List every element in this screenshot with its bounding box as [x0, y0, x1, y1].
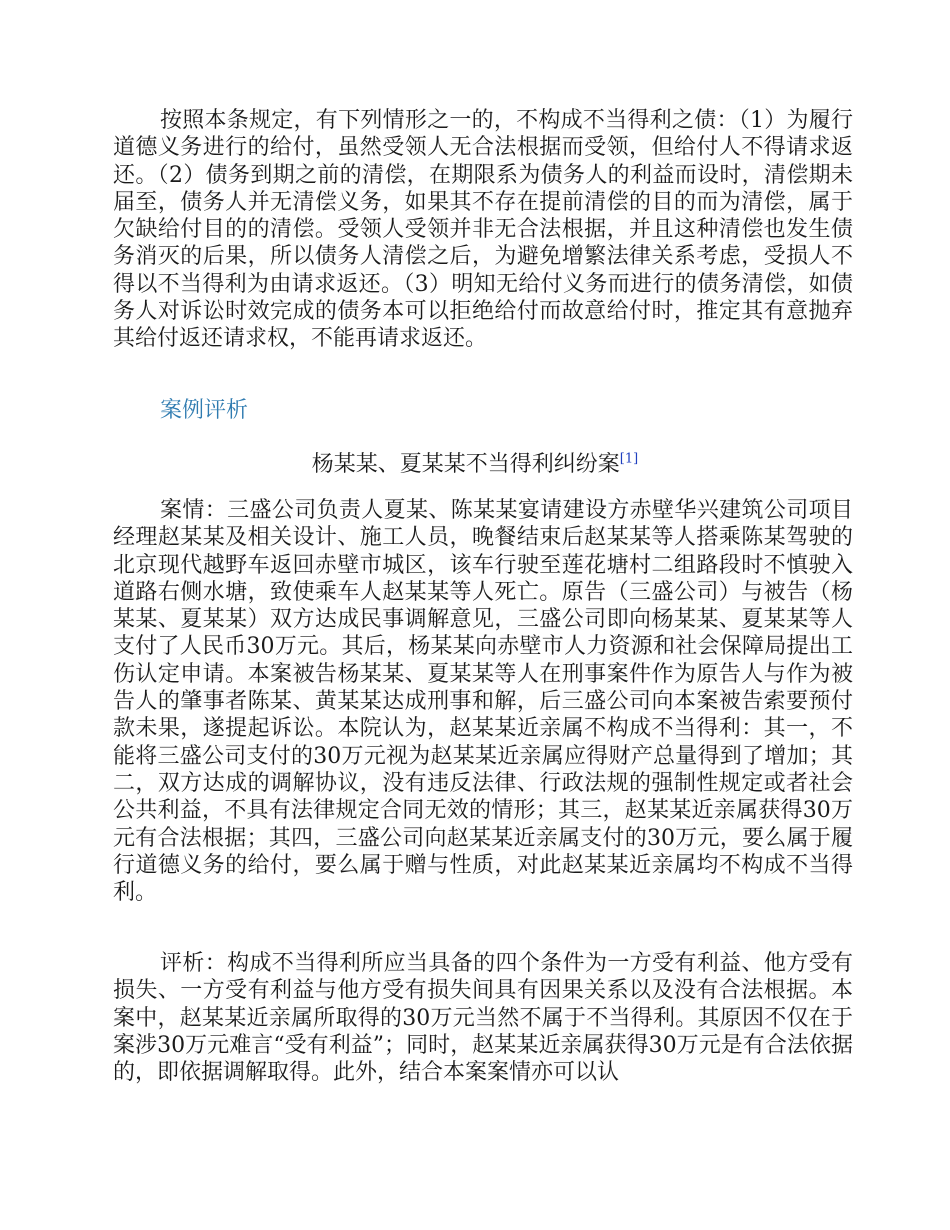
- case-title: [0, 451, 950, 478]
- paragraph-analysis: 评析：构成不当得利所应当具备的四个条件为一方受有利益、他方受有损失、一方受有利益与他方受有损失间具有因果关系以及没有合法根据。本案中，赵某某近亲属所取得的30万元当然不属于不当得利。其原因不仅在于案涉30万元难言“受有利益”；同时，赵某某近亲属获得30万元是有合法依据的，即依据调解取得。此外，结合本案案情亦可以认: [113, 951, 853, 1086]
- section-heading-case-analysis: 案例评析: [160, 398, 249, 423]
- case-title-text: 杨某某、夏某某不当得利纠纷案: [311, 452, 620, 477]
- paragraph-case-facts: 案情：三盛公司负责人夏某、陈某某宴请建设方赤壁华兴建筑公司项目经理赵某某及相关设计、施工人员，晚餐结束后赵某某等人搭乘陈某驾驶的北京现代越野车返回赤壁市城区，该车行驶至莲花塘村二组路段时不慎驶入道路右侧水塘，致使乘车人赵某某等人死亡。原告（三盛公司）与被告（杨某某、夏某某）双方达成民事调解意见，三盛公司即向杨某某、夏某某等人支付了人民币30万元。其后，杨某某向赤壁市人力资源和社会保障局提出工伤认定申请。本案被告杨某某、夏某某等人在刑事案件作为原告人与作为被告人的肇事者陈某、黄某某达成刑事和解，后三盛公司向本案被告索要预付款未果，遂提起诉讼。本院认为，赵某某近亲属不构成不当得利：其一，不能将三盛公司支付的30万元视为赵某某近亲属应得财产总量得到了增加；其二，双方达成的调解协议，没有违反法律、行政法规的强制性规定或者社会公共利益，不具有法律规定合同无效的情形；其三，赵某某近亲属获得30万元有合法根据；其四，三盛公司向赵某某近亲属支付的30万元，要么属于履行道德义务的给付，要么属于赠与性质，对此赵某某近亲属均不构成不当得利。: [113, 498, 853, 906]
- paragraph-exceptions: 按照本条规定，有下列情形之一的，不构成不当得利之债：（1）为履行道德义务进行的给付，虽然受领人无合法根据而受领，但给付人不得请求返还。（2）债务到期之前的清偿，在期限系为债务人的利益而设时，清偿期未届至，债务人并无清偿义务，如果其不存在提前清偿的目的而为清偿，属于欠缺给付目的的清偿。受领人受领并非无合法根据，并且这种清偿也发生债务消灭的后果，所以债务人清偿之后，为避免增繁法律关系考虑，受损人不得以不当得利为由请求返还。（3）明知无给付义务而进行的债务清偿，如债务人对诉讼时效完成的债务本可以拒绝给付而故意给付时，推定其有意抛弃其给付返还请求权，不能再请求返还。: [113, 108, 853, 352]
- footnote-reference-link[interactable]: [1]: [619, 451, 639, 467]
